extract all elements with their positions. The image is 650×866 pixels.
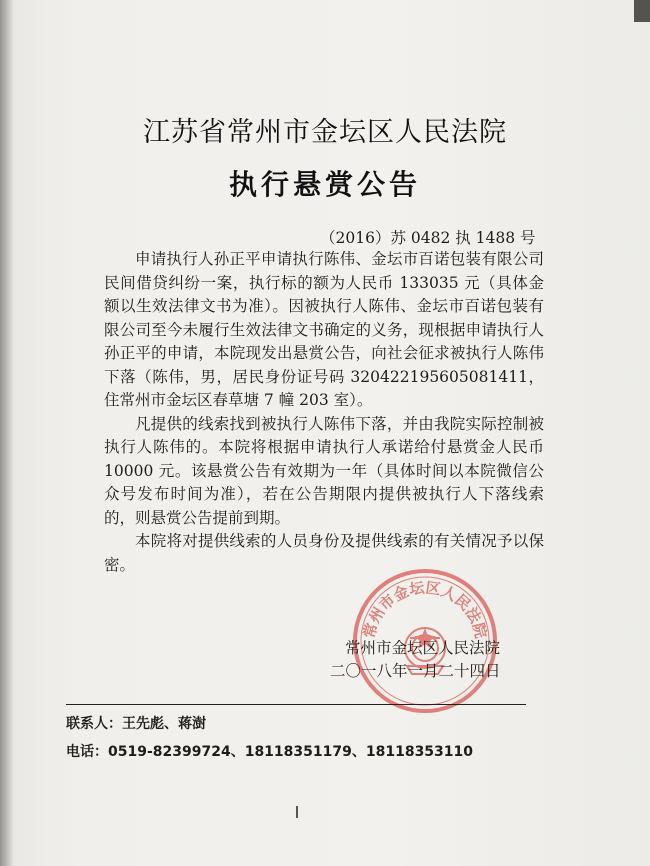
background-corner [634, 0, 650, 22]
seal-text: 常州市金坛区人民法院 [360, 578, 490, 640]
court-name-heading: 江苏省常州市金坛区人民法院 [143, 117, 507, 148]
paragraph-reward: 凡提供的线索找到被执行人陈伟下落，并由我院实际控制被执行人陈伟的。本院将根据申请执行人承诺给付悬赏金人民币 10000 元。该悬赏公告有效期为一年（具体时间以本院微信公众号发布时间为准），若在公告期限内提供被执行人下落线索的，则悬赏公告提前到期。 [104, 414, 544, 527]
case-number: （2016）苏 0482 执 1488 号 [320, 229, 536, 247]
contact-persons [66, 713, 206, 733]
divider-line [66, 704, 526, 705]
page-mark [296, 806, 298, 818]
announcement-body [104, 248, 544, 577]
signature-date: 二〇一八年一月二十四日 [330, 662, 501, 680]
paragraph-case-details: 申请执行人孙正平申请执行陈伟、金坛市百诺包装有限公司民间借贷纠纷一案，执行标的额为人民币 133035 元（具体金额以生效法律文书为准）。因被执行人陈伟、金坛市百诺包装有限公司至今未履行生效法律文书确定的义务，现根据申请执行人孙正平的申请，本院现发出悬赏公告，向社会征求被执行人陈伟下落（陈伟，男，居民身份证号码 320422195605081411，住常州市金坛区春草塘 7 幢 203 室）。 [104, 250, 544, 409]
document-title: 执行悬赏公告 [228, 168, 421, 201]
contact-phones [66, 741, 473, 761]
signature-court: 常州市金坛区人民法院 [345, 639, 501, 657]
signature-block [330, 637, 501, 683]
phone-label: 电话： [66, 744, 108, 760]
paragraph-confidentiality: 本院将对提供线索的人员身份及提供线索的有关情况予以保密。 [104, 532, 544, 574]
contact-label: 联系人： [66, 716, 122, 732]
phone-numbers: 0519-82399724、18118351179、18118353110 [108, 744, 474, 760]
contact-names: 王先彪、蒋澍 [122, 716, 206, 732]
